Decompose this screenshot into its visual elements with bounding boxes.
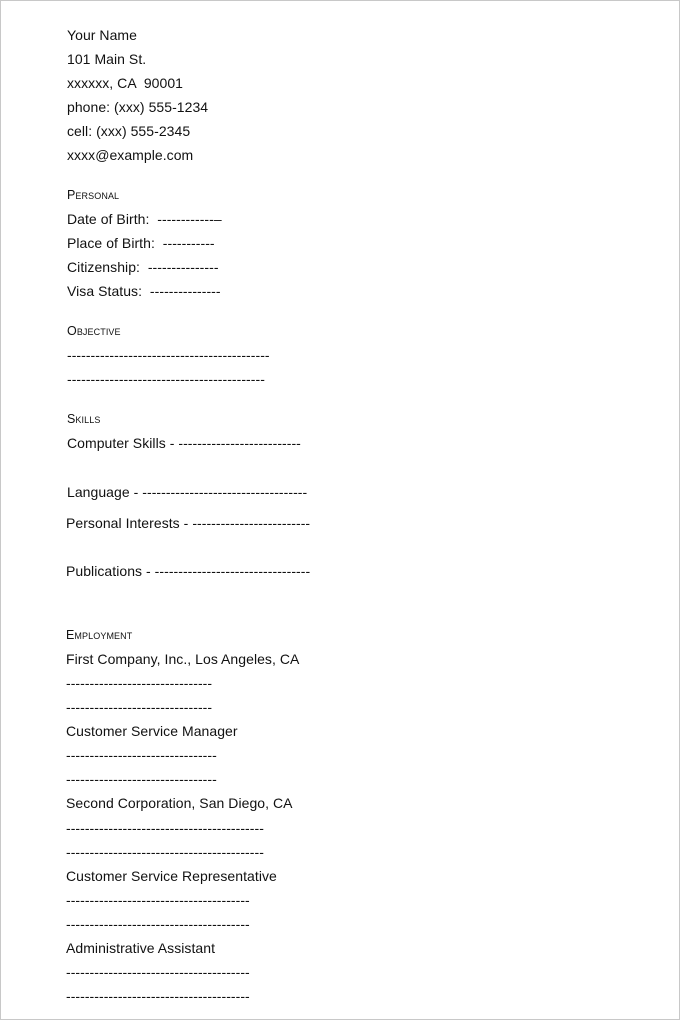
employment-role-2-line-1: ---------------------------------------: [66, 892, 250, 908]
employment-company-1: First Company, Inc., Los Angeles, CA: [66, 651, 300, 667]
personal-visa: Visa Status: ---------------: [67, 283, 221, 299]
contact-city: xxxxxx, CA 90001: [67, 75, 184, 91]
employment-company-2-line-1: ------------------------------------------: [66, 820, 264, 836]
employment-role-3: Administrative Assistant: [66, 940, 216, 956]
contact-street: 101 Main St.: [67, 51, 147, 67]
personal-heading: Personal: [67, 188, 120, 202]
employment-role-2: Customer Service Representative: [66, 868, 277, 884]
employment-company-2: Second Corporation, San Diego, CA: [66, 795, 293, 811]
employment-role-2-line-2: ---------------------------------------: [66, 916, 250, 932]
employment-role-1-line-2: --------------------------------: [66, 771, 217, 787]
objective-heading: Objective: [67, 324, 121, 338]
personal-dob: Date of Birth: ------------–: [67, 211, 222, 227]
contact-name: Your Name: [67, 27, 137, 43]
contact-phone: phone: (xxx) 555-1234: [67, 99, 209, 115]
skills-language: Language - -----------------------------------: [67, 484, 308, 500]
skills-interests: Personal Interests - -------------------------: [66, 515, 311, 531]
personal-citizenship: Citizenship: ---------------: [67, 259, 219, 275]
objective-line-2: ------------------------------------------: [67, 371, 265, 387]
employment-company-2-line-2: ------------------------------------------: [66, 844, 264, 860]
objective-line-1: -------------------------------------------: [67, 347, 270, 363]
employment-role-3-line-1: ---------------------------------------: [66, 964, 250, 980]
employment-role-1: Customer Service Manager: [66, 723, 238, 739]
employment-company-1-line-2: -------------------------------: [66, 699, 213, 715]
personal-pob: Place of Birth: -----------: [67, 235, 215, 251]
contact-cell: cell: (xxx) 555-2345: [67, 123, 191, 139]
employment-role-3-line-2: ---------------------------------------: [66, 988, 250, 1004]
skills-publications: Publications - ---------------------------------: [66, 563, 311, 579]
employment-company-1-line-1: -------------------------------: [66, 675, 213, 691]
skills-computer: Computer Skills - --------------------------: [67, 435, 301, 451]
employment-role-1-line-1: --------------------------------: [66, 747, 217, 763]
employment-heading: Employment: [66, 628, 133, 642]
contact-email: xxxx@example.com: [67, 147, 194, 163]
skills-heading: Skills: [67, 412, 101, 426]
